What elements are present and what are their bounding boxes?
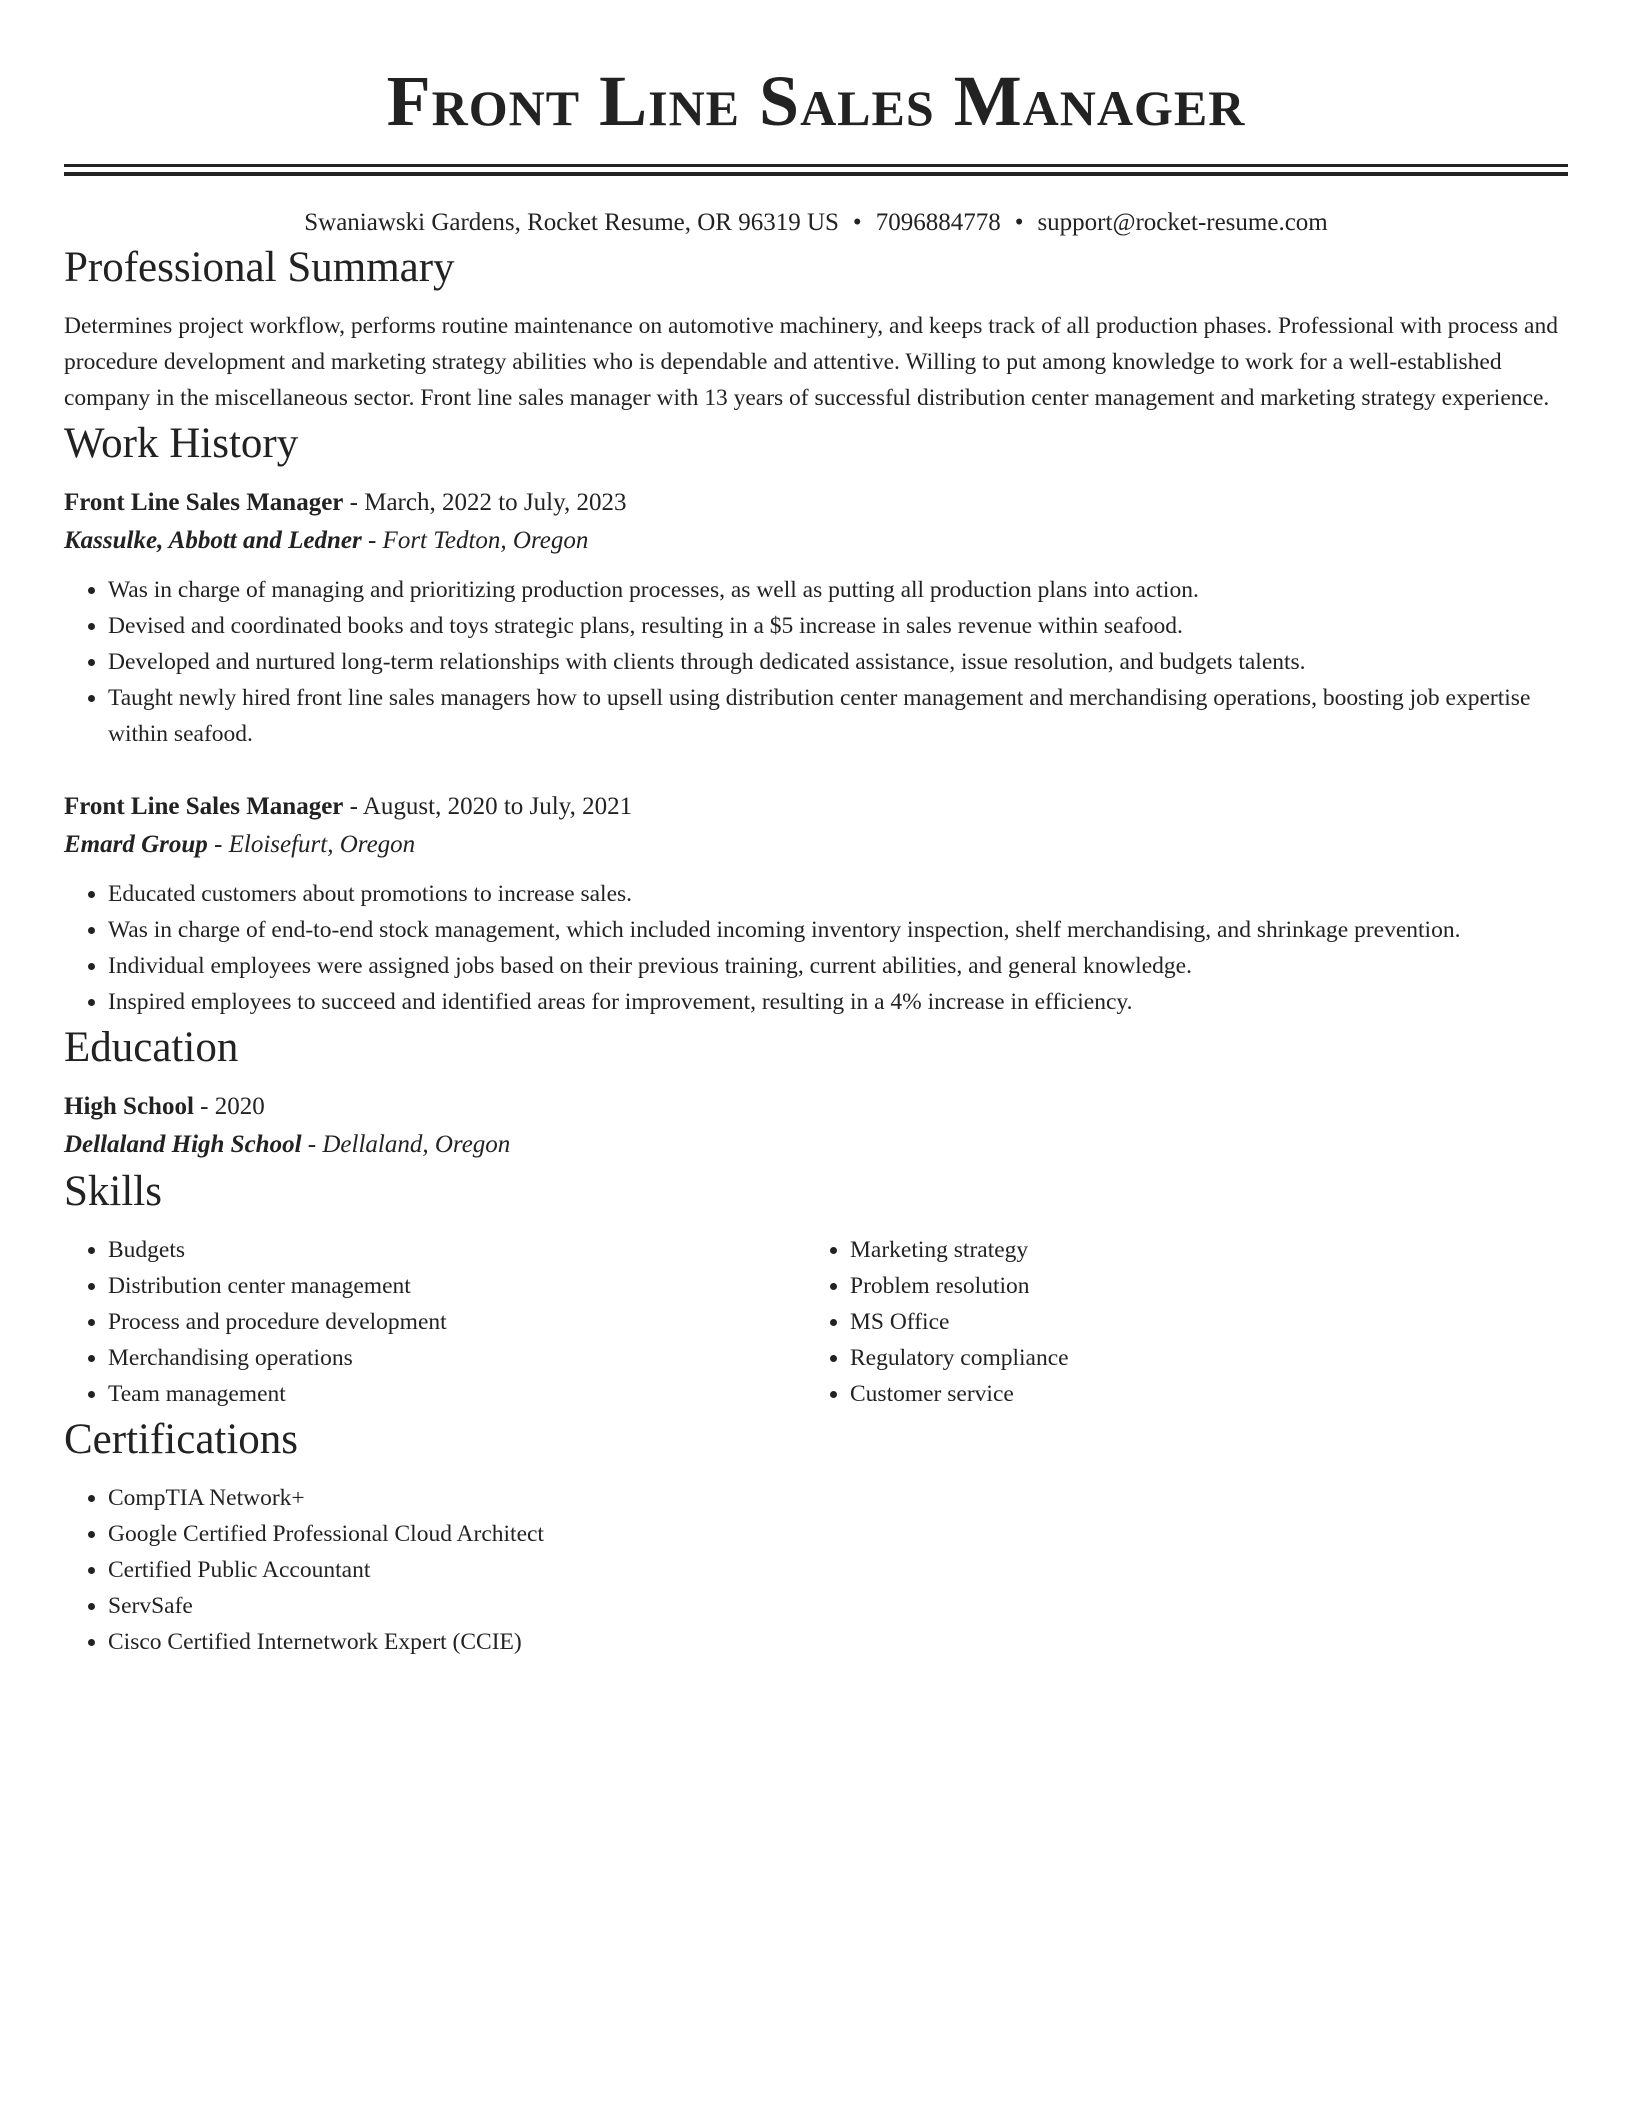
summary-text: Determines project workflow, performs routine maintenance on automotive machinery, and keeps track of all production phases. Professional with process and procedure development and marketing strategy abilities who is dependable and attentive. Willing to put among knowledge to work for a well-established company in the miscellaneous sector. Front line sales manager with 13 years of successful distribution center management and marketing strategy experience. <box>64 313 1558 411</box>
education-degree: High School <box>64 1093 194 1120</box>
education-school-line <box>64 1126 1568 1164</box>
job-company: Emard Group <box>64 831 208 858</box>
work-history-heading: Work History <box>64 420 299 467</box>
job-bullet: • Taught newly hired front line sales managers how to upsell using distribution center management and merchandising operations, boosting job expertise within seafood. <box>108 680 1568 752</box>
skills-list-right <box>806 1232 1548 1412</box>
job-bullets <box>64 572 1568 752</box>
certification-item: • Cisco Certified Internetwork Expert (CCIE) <box>108 1624 1568 1660</box>
job-title-line <box>64 484 1568 522</box>
job-bullet: • Developed and nurtured long-term relationships with clients through dedicated assistance, issue resolution, and budgets talents. <box>108 644 1568 680</box>
skill-item: • Regulatory compliance <box>850 1340 1548 1376</box>
skill-item: • Process and procedure development <box>108 1304 806 1340</box>
certification-item: • Google Certified Professional Cloud Architect <box>108 1516 1568 1552</box>
job-entry <box>64 788 1568 1020</box>
education-degree-line <box>64 1088 1568 1126</box>
skill-item: • Team management <box>108 1376 806 1412</box>
header-double-rule <box>64 164 1568 176</box>
skill-item: • Merchandising operations <box>108 1340 806 1376</box>
resume-name: Front Line Sales Manager <box>386 61 1246 141</box>
certification-item: • CompTIA Network+ <box>108 1480 1568 1516</box>
job-company: Kassulke, Abbott and Ledner <box>64 527 362 554</box>
job-dates: - March, 2022 to July, 2023 <box>343 489 627 516</box>
education-location: - Dellaland, Oregon <box>301 1131 511 1158</box>
contact-separator: • <box>852 209 862 236</box>
job-location: - Eloisefurt, Oregon <box>207 831 416 858</box>
skill-item: • Budgets <box>108 1232 806 1268</box>
skills-list-left <box>64 1232 806 1412</box>
contact-separator: • <box>1014 209 1024 236</box>
job-company-line <box>64 826 1568 864</box>
contact-phone: 7096884778 <box>875 209 1001 236</box>
job-location: - Fort Tedton, Oregon <box>361 527 589 554</box>
job-bullet: • Individual employees were assigned jobs based on their previous training, current abilities, and general knowledge. <box>108 948 1568 984</box>
skill-item: • Marketing strategy <box>850 1232 1548 1268</box>
contact-line <box>64 206 1568 240</box>
job-bullet: • Inspired employees to succeed and identified areas for improvement, resulting in a 4% increase in efficiency. <box>108 984 1568 1020</box>
skill-item: • Problem resolution <box>850 1268 1548 1304</box>
job-bullet: • Was in charge of managing and prioritizing production processes, as well as putting all production plans into action. <box>108 572 1568 608</box>
skill-item: • Customer service <box>850 1376 1548 1412</box>
job-title-line <box>64 788 1568 826</box>
job-role: Front Line Sales Manager <box>64 793 344 820</box>
contact-address: Swaniawski Gardens, Rocket Resume, OR 96319 US <box>304 209 839 236</box>
education-school: Dellaland High School <box>64 1131 302 1158</box>
job-bullets <box>64 876 1568 1020</box>
job-bullet: • Was in charge of end-to-end stock management, which included incoming inventory inspection, shelf merchandising, and shrinkage prevention. <box>108 912 1568 948</box>
education-heading: Education <box>64 1024 239 1071</box>
certification-item: • ServSafe <box>108 1588 1568 1624</box>
certifications-list <box>64 1480 1568 1660</box>
job-bullet: • Educated customers about promotions to increase sales. <box>108 876 1568 912</box>
job-entry <box>64 484 1568 752</box>
job-role: Front Line Sales Manager <box>64 489 344 516</box>
education-year: - 2020 <box>193 1093 265 1120</box>
certifications-heading: Certifications <box>64 1416 299 1463</box>
skill-item: • MS Office <box>850 1304 1548 1340</box>
summary-heading: Professional Summary <box>64 244 455 291</box>
skills-heading: Skills <box>64 1168 162 1215</box>
job-bullet: • Devised and coordinated books and toys strategic plans, resulting in a $5 increase in sales revenue within seafood. <box>108 608 1568 644</box>
skills-grid <box>64 1232 1568 1412</box>
skill-item: • Distribution center management <box>108 1268 806 1304</box>
job-dates: - August, 2020 to July, 2021 <box>343 793 633 820</box>
education-entry <box>64 1088 1568 1164</box>
contact-email: support@rocket-resume.com <box>1037 209 1328 236</box>
job-company-line <box>64 522 1568 560</box>
certification-item: • Certified Public Accountant <box>108 1552 1568 1588</box>
